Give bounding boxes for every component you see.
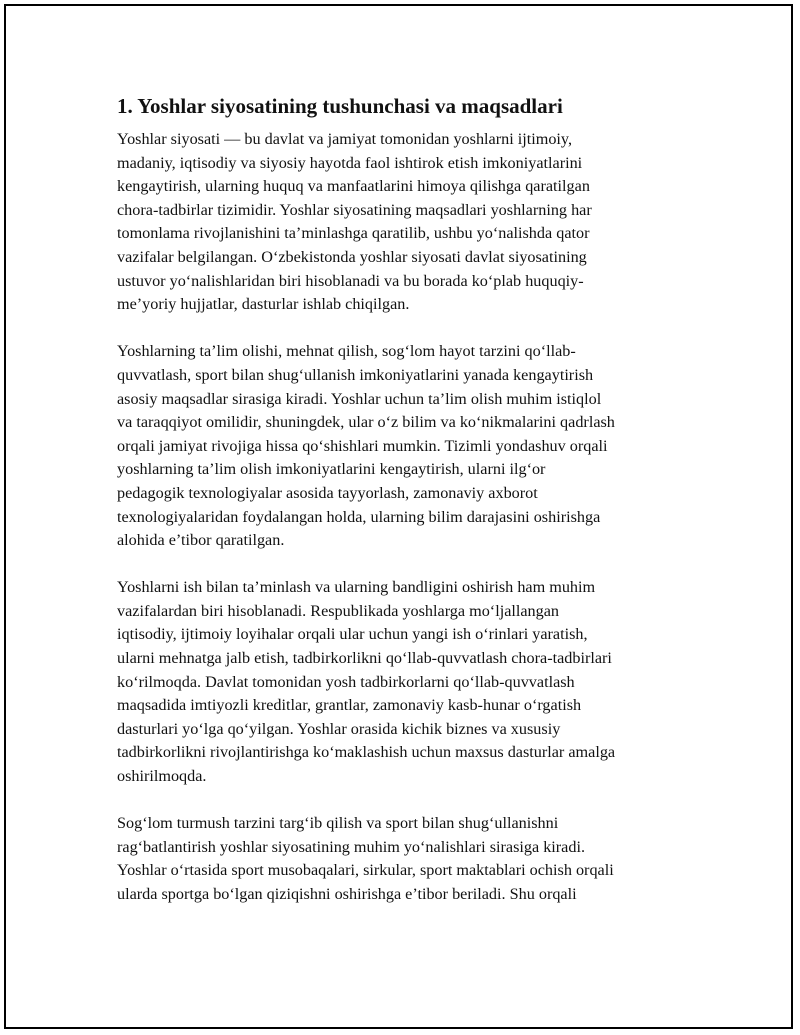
- paragraph-1: [117, 128, 697, 317]
- text-line: tomonlama rivojlanishini ta’minlashga qaratilib, ushbu yo‘nalishda qator: [117, 224, 590, 243]
- text-line: Yoshlarning ta’lim olishi, mehnat qilish, sog‘lom hayot tarzini qo‘llab-: [117, 342, 576, 361]
- text-line: rag‘batlantirish yoshlar siyosatining muhim yo‘nalishlari sirasiga kiradi.: [117, 837, 585, 856]
- text-line: yoshlarning ta’lim olish imkoniyatlarini kengaytirish, ularni ilg‘or: [117, 460, 546, 479]
- text-line: orqali jamiyat rivojiga hissa qo‘shishlari mumkin. Tizimli yondashuv orqali: [117, 436, 608, 455]
- text-line: maqsadida imtiyozli kreditlar, grantlar, zamonaviy kasb-hunar o‘rgatish: [117, 696, 582, 715]
- text-line: chora-tadbirlar tizimidir. Yoshlar siyosatining maqsadlari yoshlarning har: [117, 200, 592, 219]
- text-line: madaniy, iqtisodiy va siyosiy hayotda faol ishtirok etish imkoniyatlarini: [117, 153, 583, 172]
- text-line: me’yoriy hujjatlar, dasturlar ishlab chiqilgan.: [117, 295, 410, 314]
- text-line: vazifalardan biri hisoblanadi. Respublikada yoshlarga mo‘ljallangan: [117, 601, 560, 620]
- text-line: kengaytirish, ularning huquq va manfaatlarini himoya qilishga qaratilgan: [117, 177, 590, 196]
- text-line: quvvatlash, sport bilan shug‘ullanish imkoniyatlarini yanada kengaytirish: [117, 365, 594, 384]
- text-line: oshirilmoqda.: [117, 767, 207, 786]
- text-line: Yoshlar siyosati — bu davlat va jamiyat tomonidan yoshlarni ijtimoiy,: [117, 130, 573, 148]
- text-line: ustuvor yo‘nalishlaridan biri hisoblanadi va bu borada ko‘plab huquqiy-: [117, 271, 584, 290]
- text-line: dasturlari yo‘lga qo‘yilgan. Yoshlar orasida kichik biznes va xususiy: [117, 719, 561, 738]
- document-body: [117, 92, 697, 930]
- paragraph-2: [117, 340, 697, 552]
- text-line: asosiy maqsadlar sirasiga kiradi. Yoshlar uchun ta’lim olish muhim istiqlol: [117, 389, 602, 408]
- paragraph-4: [117, 812, 697, 906]
- text-line: alohida e’tibor qaratilgan.: [117, 531, 285, 550]
- text-line: iqtisodiy, ijtimoiy loyihalar orqali ular uchun yangi ish o‘rinlari yaratish,: [117, 625, 588, 644]
- text-line: Yoshlarni ish bilan ta’minlash va ularning bandligini oshirish ham muhim: [117, 578, 596, 597]
- text-line: ularni mehnatga jalb etish, tadbirkorlikni qo‘llab-quvvatlash chora-tadbirlari: [117, 649, 612, 668]
- text-line: pedagogik texnologiyalar asosida tayyorlash, zamonaviy axborot: [117, 483, 538, 502]
- text-line: ko‘rilmoqda. Davlat tomonidan yosh tadbirkorlarni qo‘llab-quvvatlash: [117, 672, 575, 691]
- text-line: texnologiyalaridan foydalangan holda, ularning bilim darajasini oshirishga: [117, 507, 601, 526]
- text-line: tadbirkorlikni rivojlantirishga ko‘maklashish uchun maxsus dasturlar amalga: [117, 743, 616, 762]
- text-line: ularda sportga bo‘lgan qiziqishni oshirishga e’tibor beriladi. Shu orqali: [117, 885, 577, 903]
- text-line: va taraqqiyot omilidir, shuningdek, ular o‘z bilim va ko‘nikmalarini qadrlash: [117, 413, 615, 432]
- text-line: Yoshlar o‘rtasida sport musobaqalari, sirkular, sport maktablari ochish orqali: [117, 861, 614, 880]
- text-line: vazifalar belgilangan. O‘zbekistonda yoshlar siyosati davlat siyosatining: [117, 247, 587, 266]
- section-heading: 1. Yoshlar siyosatining tushunchasi va maqsadlari: [117, 94, 563, 118]
- paragraph-3: [117, 576, 697, 788]
- text-line: Sog‘lom turmush tarzini targ‘ib qilish va sport bilan shug‘ullanishni: [117, 814, 559, 833]
